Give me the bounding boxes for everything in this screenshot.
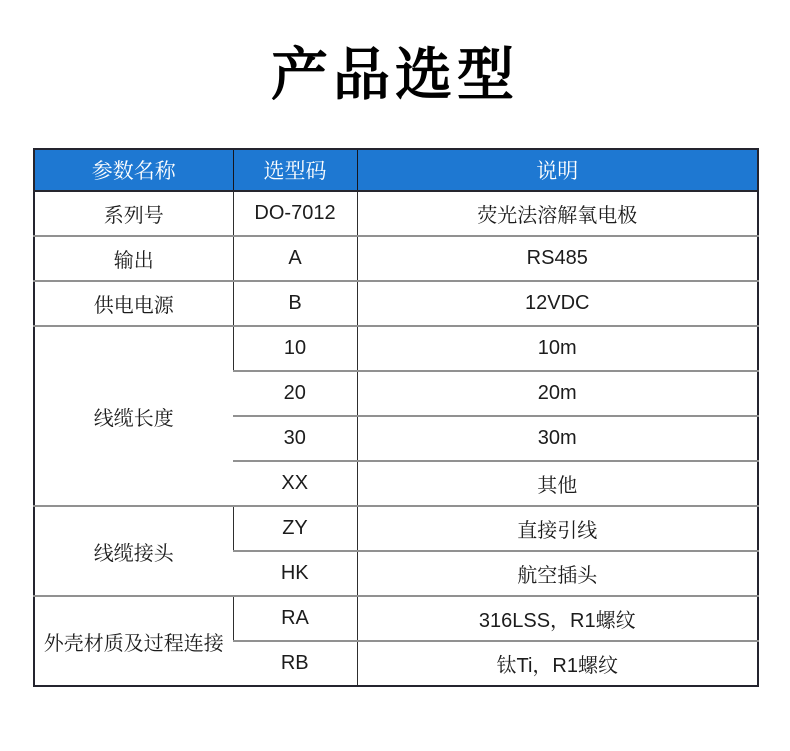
header-cell-description: 说明 xyxy=(357,149,758,191)
type-code-cell: 20 xyxy=(233,371,357,416)
table-row xyxy=(34,236,758,281)
description-cell: 10m xyxy=(357,326,758,371)
header-row xyxy=(34,149,758,191)
param-name-cell: 线缆长度 xyxy=(34,326,233,506)
table-header xyxy=(34,149,758,191)
description-cell: 其他 xyxy=(357,461,758,506)
type-code-cell: RA xyxy=(233,596,357,641)
description-cell: 20m xyxy=(357,371,758,416)
table-row xyxy=(34,596,758,641)
header-cell-param-name: 参数名称 xyxy=(34,149,233,191)
description-cell: RS485 xyxy=(357,236,758,281)
table-row xyxy=(34,191,758,236)
type-code-cell: ZY xyxy=(233,506,357,551)
description-cell: 316LSS，R1螺纹 xyxy=(357,596,758,641)
type-code-cell: A xyxy=(233,236,357,281)
type-code-cell: DO-7012 xyxy=(233,191,357,236)
description-cell: 钛Ti，R1螺纹 xyxy=(357,641,758,686)
type-code-cell: 30 xyxy=(233,416,357,461)
param-name-cell: 输出 xyxy=(34,236,233,281)
type-code-cell: XX xyxy=(233,461,357,506)
type-code-cell: HK xyxy=(233,551,357,596)
page-title: 产品选型 xyxy=(271,43,519,107)
description-cell: 荧光法溶解氧电极 xyxy=(357,191,758,236)
table-row xyxy=(34,326,758,371)
description-cell: 30m xyxy=(357,416,758,461)
param-name-cell: 供电电源 xyxy=(34,281,233,326)
table-row xyxy=(34,281,758,326)
table-row xyxy=(34,506,758,551)
description-cell: 12VDC xyxy=(357,281,758,326)
description-cell: 直接引线 xyxy=(357,506,758,551)
param-name-cell: 线缆接头 xyxy=(34,506,233,596)
param-name-cell: 外壳材质及过程连接 xyxy=(34,596,233,686)
product-selection-table xyxy=(33,148,759,687)
header-cell-type-code: 选型码 xyxy=(233,149,357,191)
type-code-cell: 10 xyxy=(233,326,357,371)
description-cell: 航空插头 xyxy=(357,551,758,596)
param-name-cell: 系列号 xyxy=(34,191,233,236)
type-code-cell: B xyxy=(233,281,357,326)
type-code-cell: RB xyxy=(233,641,357,686)
table-body xyxy=(34,191,758,686)
